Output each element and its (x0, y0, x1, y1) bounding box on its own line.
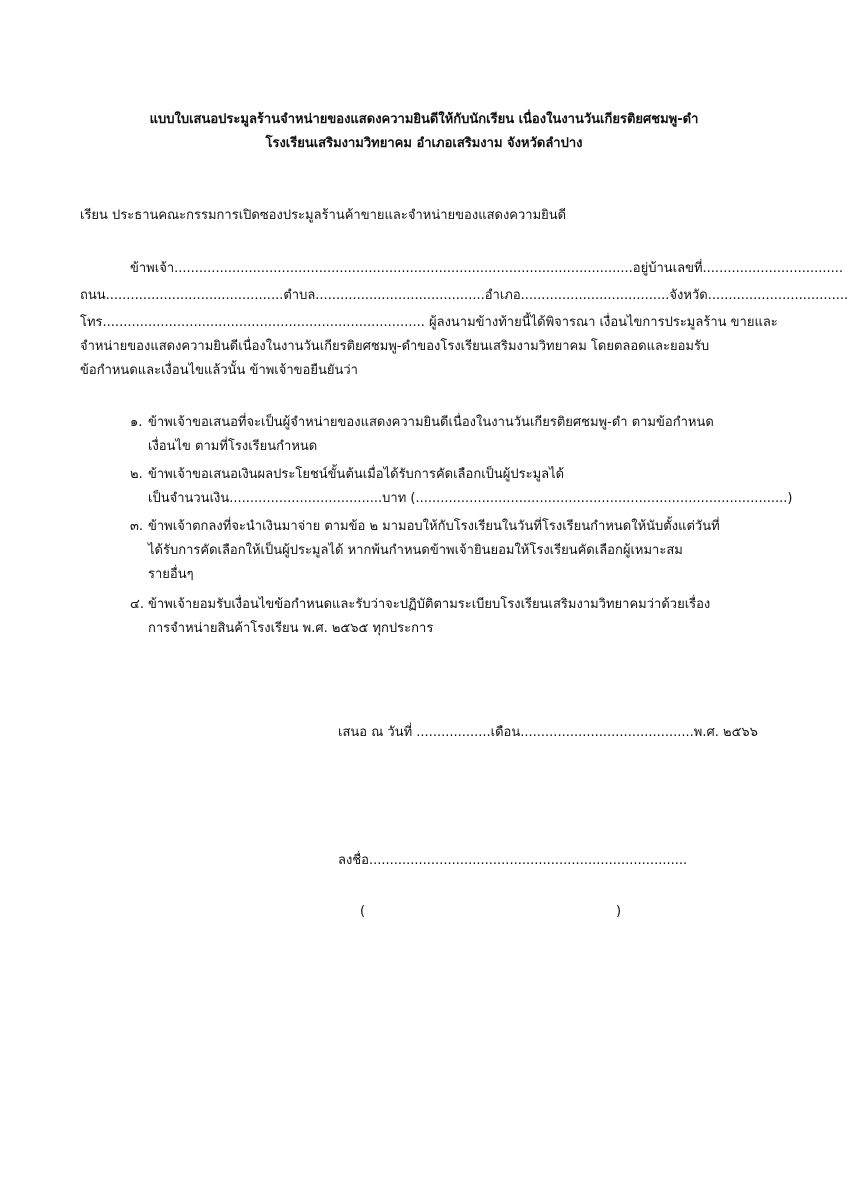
item-number: ๒. (130, 467, 143, 482)
item-number: ๓. (130, 519, 144, 534)
salutation: เรียน ประธานคณะกรรมการเปิดซองประมูลร้านค้าขายและจำหน่ายของแสดงความยินดี (80, 208, 567, 223)
applicant-phone-line: โทร.............................................................................. ผู้ลงนามข้างท้ายนี้ได้พิจารณา เงื่อนไขการประมูลร้าน ขายและ (80, 315, 778, 330)
item-number: ๑. (130, 415, 143, 430)
submission-date-line: เสนอ ณ วันที่ ..................เดือน..........................................พ.ศ. ๒๕๖๖ (338, 725, 758, 740)
bid-amount-line: เป็นจำนวนเงิน.....................................บาท (..........................................................................................) (148, 491, 793, 506)
applicant-address-line: ถนน...........................................ตำบล.........................................อำเภอ....................................จังหวัด.................................. (80, 288, 848, 303)
item-text: ข้าพเจ้าขอเสนอที่จะเป็นผู้จำหน่ายของแสดงความยินดีเนื่องในงานวันเกียรติยศชมพู-ดำ ตามข้อกำหนด (148, 415, 714, 430)
item-text: ข้าพเจ้าตกลงที่จะนำเงินมาจ่าย ตามข้อ ๒ มามอบให้กับโรงเรียนในวันที่โรงเรียนกำหนดให้นับตั้งแต่วันที่ (148, 519, 720, 534)
name-paren-open: ( (360, 904, 366, 919)
item-text: ข้าพเจ้าขอเสนอเงินผลประโยชน์ขั้นต้นเมื่อได้รับการคัดเลือกเป็นผู้ประมูลได้ (148, 467, 565, 482)
item-text: ข้าพเจ้ายอมรับเงื่อนไขข้อกำหนดและรับว่าจะปฏิบัติตามระเบียบโรงเรียนเสริมงามวิทยาคมว่าด้วยเรื่อง (148, 597, 711, 612)
item-text: รายอื่นๆ (148, 567, 194, 582)
item-text: การจำหน่ายสินค้าโรงเรียน พ.ศ. ๒๕๖๕ ทุกประการ (148, 621, 434, 636)
document-title-line2: โรงเรียนเสริมงามวิทยาคม อำเภอเสริมงาม จังหวัดลำปาง (265, 136, 583, 151)
item-number: ๔. (130, 597, 144, 612)
item-text: เงื่อนไข ตามที่โรงเรียนกำหนด (148, 439, 318, 454)
applicant-name-line: ข้าพเจ้า...............................................................................................................อยู่บ้านเลขที่.................................. (130, 261, 844, 276)
item-text: ได้รับการคัดเลือกให้เป็นผู้ประมูลได้ หากพ้นกำหนดข้าพเจ้ายินยอมให้โรงเรียนคัดเลือกผู้เหมาะสม (148, 543, 683, 558)
signature-line: ลงชื่อ............................................................................. (338, 853, 688, 868)
name-paren-close: ) (616, 904, 622, 919)
document-title-line1: แบบใบเสนอประมูลร้านจำหน่ายของแสดงความยินดีให้กับนักเรียน เนื่องในงานวันเกียรติยศชมพู-ดำ (149, 112, 699, 127)
body-paragraph-line: ข้อกำหนดและเงื่อนไขแล้วนั้น ข้าพเจ้าขอยืนยันว่า (80, 363, 358, 378)
body-paragraph-line: จำหน่ายของแสดงความยินดีเนื่องในงานวันเกียรติยศชมพู-ดำของโรงเรียนเสริมงามวิทยาคม โดยตลอดและยอมรับ (80, 339, 710, 354)
